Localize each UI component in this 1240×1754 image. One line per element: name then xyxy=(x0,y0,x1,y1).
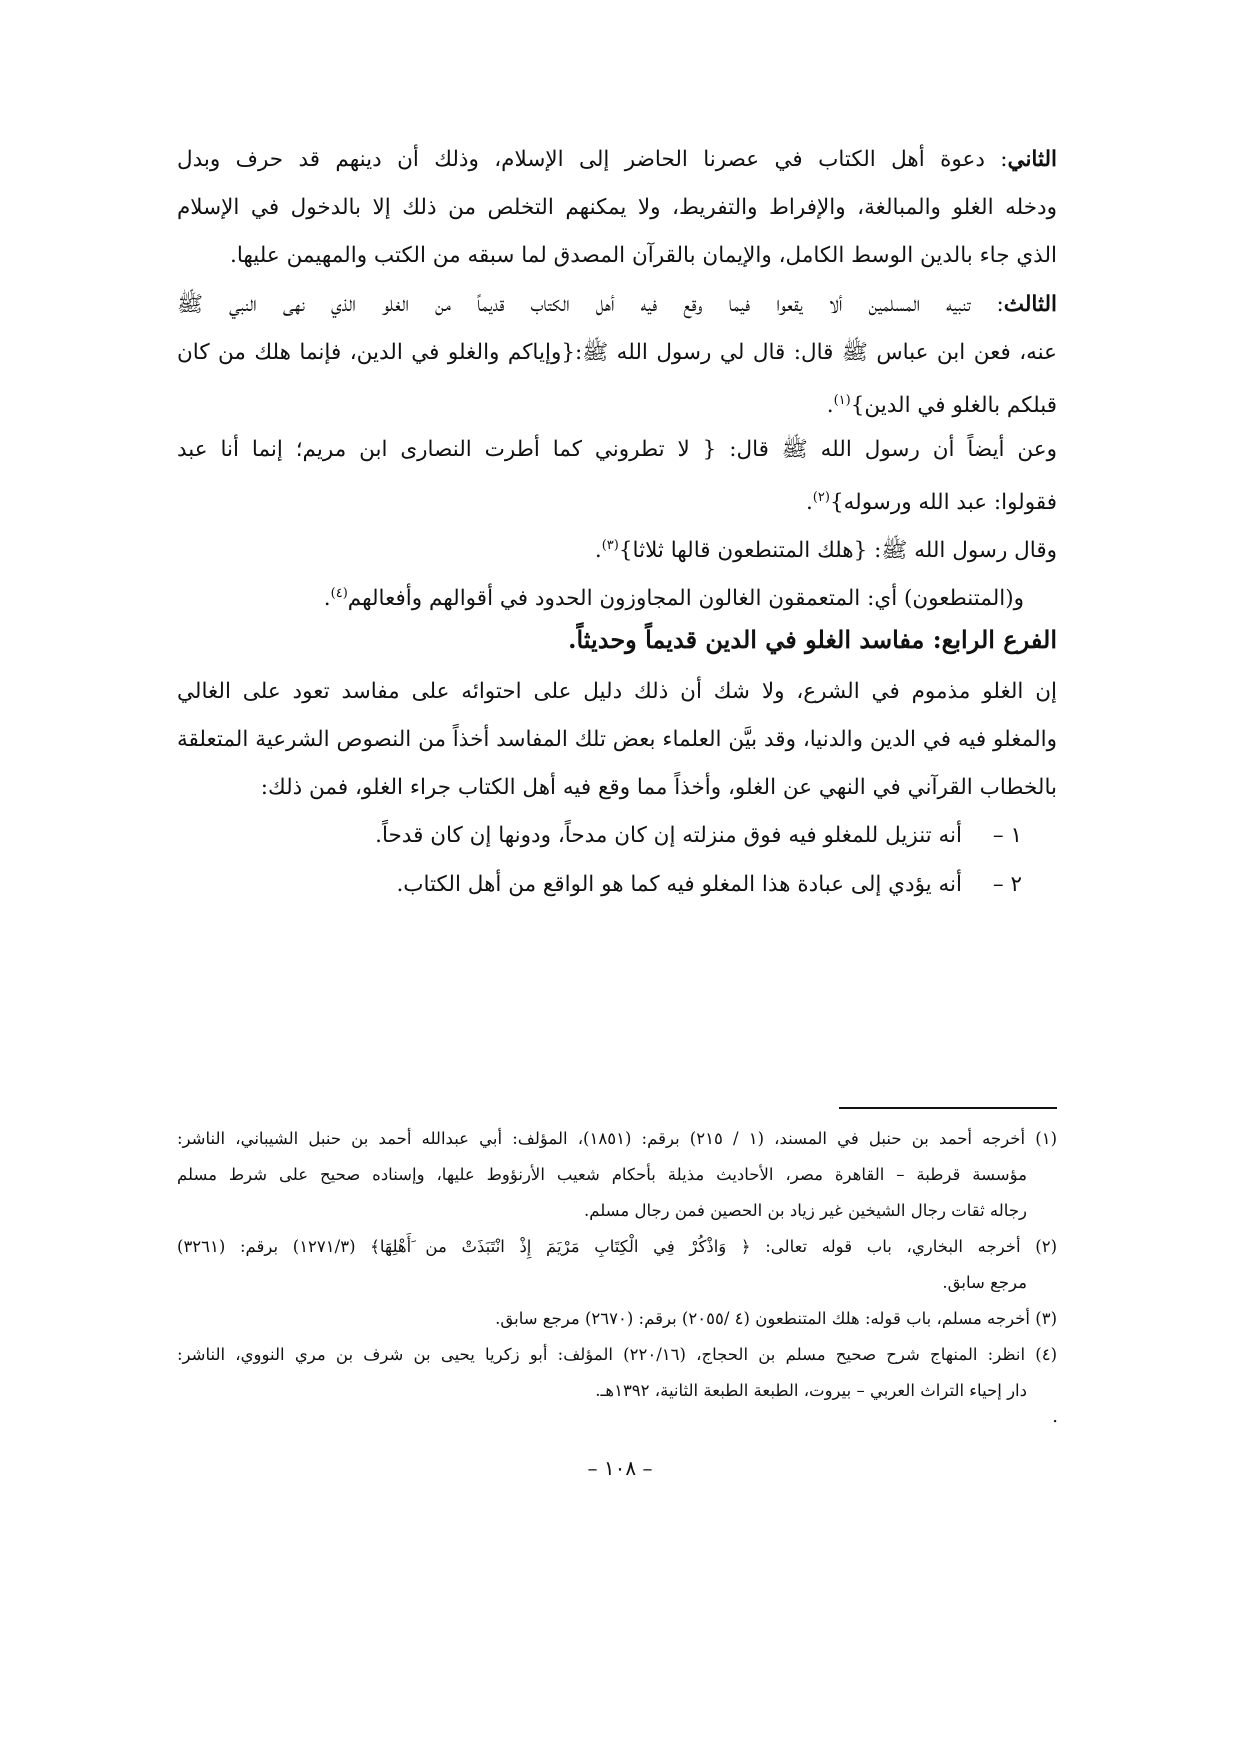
page-number: – ١٠٨ – xyxy=(587,1456,653,1480)
paragraph-text: . xyxy=(594,538,602,564)
paragraph-text: وقال رسول الله ﷺ: {هلك المتنطعون قالها ثلاثا} xyxy=(618,538,1057,564)
footnote-1-line-3: رجاله ثقات رجال الشيخين غير زياد بن الحصين فمن رجال مسلم. xyxy=(583,1201,1027,1220)
paragraph-third-line-3 xyxy=(177,381,1057,426)
paragraph-second-line-2: ودخله الغلو والمبالغة، والإفراط والتفريط، ولا يمكنهم التخلص من ذلك إلا بالدخول في الإسلام xyxy=(177,195,1057,220)
paragraph-hadith-line-1: وعن أيضاً أن رسول الله ﷺ قال: { لا تطروني كما أطرت النصارى ابن مريم؛ إنما أنا عبد xyxy=(177,437,1057,462)
list-item xyxy=(396,865,1022,905)
paragraph-second-line-3: الذي جاء بالدين الوسط الكامل، والإيمان بالقرآن المصدق لما سبقه من الكتب والمهيمن عليها. xyxy=(230,243,1057,268)
paragraph-intro-line-3: بالخطاب القرآني في النهي عن الغلو، وأخذاً مما وقع فيه أهل الكتاب جراء الغلو، فمن ذلك: xyxy=(260,775,1057,800)
paragraph-third-line-1 xyxy=(177,285,1057,325)
paragraph-definition xyxy=(177,574,1024,619)
paragraph-text: . xyxy=(323,586,331,612)
paragraph-text: و(المتنطعون) أي: المتعمقون الغالون المجاوزون الحدود في أقوالهم وأفعالهم xyxy=(347,586,1024,612)
trailing-dot: . xyxy=(1052,1406,1058,1427)
paragraph-text: : تنبيه المسلمين ألا يقعوا فيما وقع فيه أهل الكتاب قديماً من الغلو الذي نهى النبي ﷺ xyxy=(177,292,1004,317)
paragraph-third-line-2: عنه، فعن ابن عباس ﷺ قال: قال لي رسول الله ﷺ:{وإياكم والغلو في الدين، فإنما هلك من كان xyxy=(177,340,1057,365)
list-item xyxy=(375,816,1022,856)
footnote-ref-2: (٢) xyxy=(812,490,830,505)
paragraph-text: فقولوا: عبد الله ورسوله} xyxy=(829,490,1057,516)
paragraph-text: : دعوة أهل الكتاب في عصرنا الحاضر إلى الإسلام، وذلك أن دينهم قد حرف وبدل xyxy=(177,147,1008,172)
paragraph-mutanattioun xyxy=(177,526,1057,571)
footnote-ref-1: (١) xyxy=(833,393,851,408)
footnote-ref-3: (٣) xyxy=(601,538,619,553)
footnote-ref-4: (٤) xyxy=(330,586,348,601)
section-heading: الفرع الرابع: مفاسد الغلو في الدين قديماً وحديثاً. xyxy=(568,625,1057,654)
list-text: أنه تنزيل للمغلو فيه فوق منزلته إن كان مدحاً، ودونها إن كان قدحاً. xyxy=(375,823,962,848)
list-number: ١ – xyxy=(992,823,1022,848)
footnote-1-line-2: مؤسسة قرطبة – القاهرة مصر، الأحاديث مذيلة بأحكام شعيب الأرنؤوط عليها، وإسناده صحيح على شرط مسلم xyxy=(177,1165,1027,1184)
paragraph-text: . xyxy=(805,490,813,516)
paragraph-intro-line-1: إن الغلو مذموم في الشرع، ولا شك أن ذلك دليل على احتوائه على مفاسد تعود على الغالي xyxy=(177,679,1057,704)
paragraph-second-line-1 xyxy=(177,140,1057,180)
paragraph-text: قبلكم بالغلو في الدين} xyxy=(850,393,1057,419)
footnote-2-line-2: مرجع سابق. xyxy=(942,1273,1027,1292)
footnote-4-line-1: (٤) انظر: المنهاج شرح صحيح مسلم بن الحجاج، (٢٢٠/١٦) المؤلف: أبو زكريا يحيى بن شرف بن مري النووي، الناشر: xyxy=(177,1345,1057,1364)
paragraph-text: . xyxy=(826,393,834,419)
footnote-3-line-1: (٣) أخرجه مسلم، باب قوله: هلك المتنطعون (٤ /٢٠٥٥) برقم: (٢٦٧٠) مرجع سابق. xyxy=(495,1309,1057,1328)
footnote-1-line-1: (١) أخرجه أحمد بن حنبل في المسند، (١ / ٢١٥) برقم: (١٨٥١)، المؤلف: أبي عبدالله أحمد بن حنبل الشيباني، الناشر: xyxy=(177,1129,1057,1148)
label-third: الثالث xyxy=(1003,292,1057,317)
paragraph-intro-line-2: والمغلو فيه في الدين والدنيا، وقد بيَّن العلماء بعض تلك المفاسد أخذاً من النصوص الشرعية المتعلقة xyxy=(177,727,1057,752)
list-number: ٢ – xyxy=(992,872,1022,897)
label-second: الثاني xyxy=(1007,147,1057,172)
footnote-2-line-1: (٢) أخرجه البخاري، باب قوله تعالى: ﴿ وَاذْكُرْ فِي الْكِتَابِ مَرْيَمَ إِذْ انْتَبَذَتْ من َأَهْلِهَا﴾ (١٢٧١/٣) برقم: (٣٢٦١) xyxy=(177,1237,1057,1256)
footnote-4-line-2: دار إحياء التراث العربي – بيروت، الطبعة الطبعة الثانية، ١٣٩٢هـ. xyxy=(595,1381,1027,1400)
list-text: أنه يؤدي إلى عبادة هذا المغلو فيه كما هو الواقع من أهل الكتاب. xyxy=(396,872,962,897)
paragraph-hadith-line-2 xyxy=(177,478,1057,523)
footnote-separator xyxy=(839,1107,1057,1109)
